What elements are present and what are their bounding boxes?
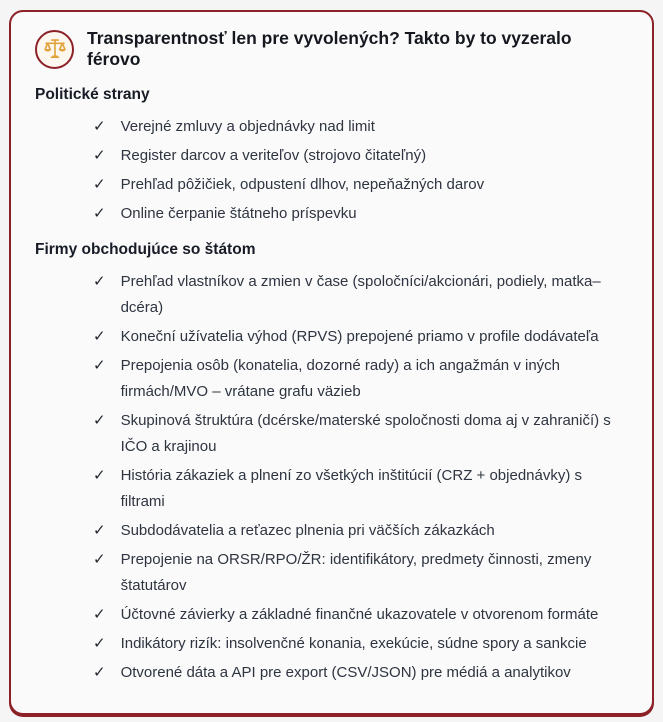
- list-item: [93, 114, 628, 140]
- section-heading: Politické strany: [35, 86, 150, 103]
- transparency-card: [9, 10, 654, 715]
- list-item: [93, 660, 628, 686]
- list-item: [93, 172, 628, 198]
- check-icon: ✓: [93, 357, 106, 374]
- check-icon: ✓: [93, 635, 106, 652]
- list-item: [93, 408, 628, 460]
- list-item-text: Koneční užívatelia výhod (RPVS) prepojené priamo v profile dodávateľa: [120, 328, 599, 345]
- check-icon: ✓: [93, 522, 106, 539]
- check-icon: ✓: [93, 273, 106, 290]
- card-title: Transparentnosť len pre vyvolených? Takto by to vyzeralo férovo: [87, 28, 572, 69]
- list-item-text: Prehľad vlastníkov a zmien v čase (spoločníci/akcionári, podiely, matka–dcéra): [120, 273, 601, 316]
- list-item: [93, 353, 628, 405]
- check-icon: ✓: [93, 467, 106, 484]
- check-icon: ✓: [93, 606, 106, 623]
- list-item-text: Subdodávatelia a reťazec plnenia pri väčších zákazkách: [120, 522, 495, 539]
- list-item: [93, 518, 628, 544]
- list-item-text: Skupinová štruktúra (dcérske/materské spoločnosti doma aj v zahraničí) s IČO a krajinou: [120, 412, 611, 455]
- list-item: [93, 201, 628, 227]
- card-header: [35, 28, 628, 70]
- list-item: [93, 324, 628, 350]
- list-item-text: Online čerpanie štátneho príspevku: [120, 205, 357, 222]
- section-heading: Firmy obchodujúce so štátom: [35, 241, 256, 258]
- check-icon: ✓: [93, 551, 106, 568]
- list-item-text: Otvorené dáta a API pre export (CSV/JSON) pre médiá a analytikov: [120, 664, 571, 681]
- list-item: [93, 602, 628, 628]
- check-list: [35, 269, 628, 686]
- list-item-text: História zákaziek a plnení zo všetkých inštitúcií (CRZ + objednávky) s filtrami: [120, 467, 583, 510]
- list-item-text: Účtovné závierky a základné finančné ukazovatele v otvorenom formáte: [120, 606, 599, 623]
- list-item: [93, 463, 628, 515]
- list-item-text: Prehľad pôžičiek, odpustení dlhov, nepeňažných darov: [120, 176, 485, 193]
- check-icon: ✓: [93, 412, 106, 429]
- check-icon: ✓: [93, 147, 106, 164]
- list-item: [93, 269, 628, 321]
- check-icon: ✓: [93, 176, 106, 193]
- list-item: [93, 631, 628, 657]
- check-icon: ✓: [93, 664, 106, 681]
- list-item-text: Indikátory rizík: insolvenčné konania, exekúcie, súdne spory a sankcie: [120, 635, 587, 652]
- list-item: [93, 547, 628, 599]
- sections-container: [35, 86, 628, 686]
- list-item-text: Prepojenie na ORSR/RPO/ŽR: identifikátory, predmety činnosti, zmeny štatutárov: [120, 551, 592, 594]
- list-item-text: Prepojenia osôb (konatelia, dozorné rady) a ich angažmán v iných firmách/MVO – vrátane grafu väzieb: [120, 357, 561, 400]
- check-icon: ✓: [93, 118, 106, 135]
- check-icon: ✓: [93, 328, 106, 345]
- check-icon: ✓: [93, 205, 106, 222]
- check-list: [35, 114, 628, 227]
- list-item-text: Register darcov a veriteľov (strojovo čitateľný): [120, 147, 427, 164]
- scales-icon: [35, 30, 74, 69]
- list-item: [93, 143, 628, 169]
- list-item-text: Verejné zmluvy a objednávky nad limit: [120, 118, 375, 135]
